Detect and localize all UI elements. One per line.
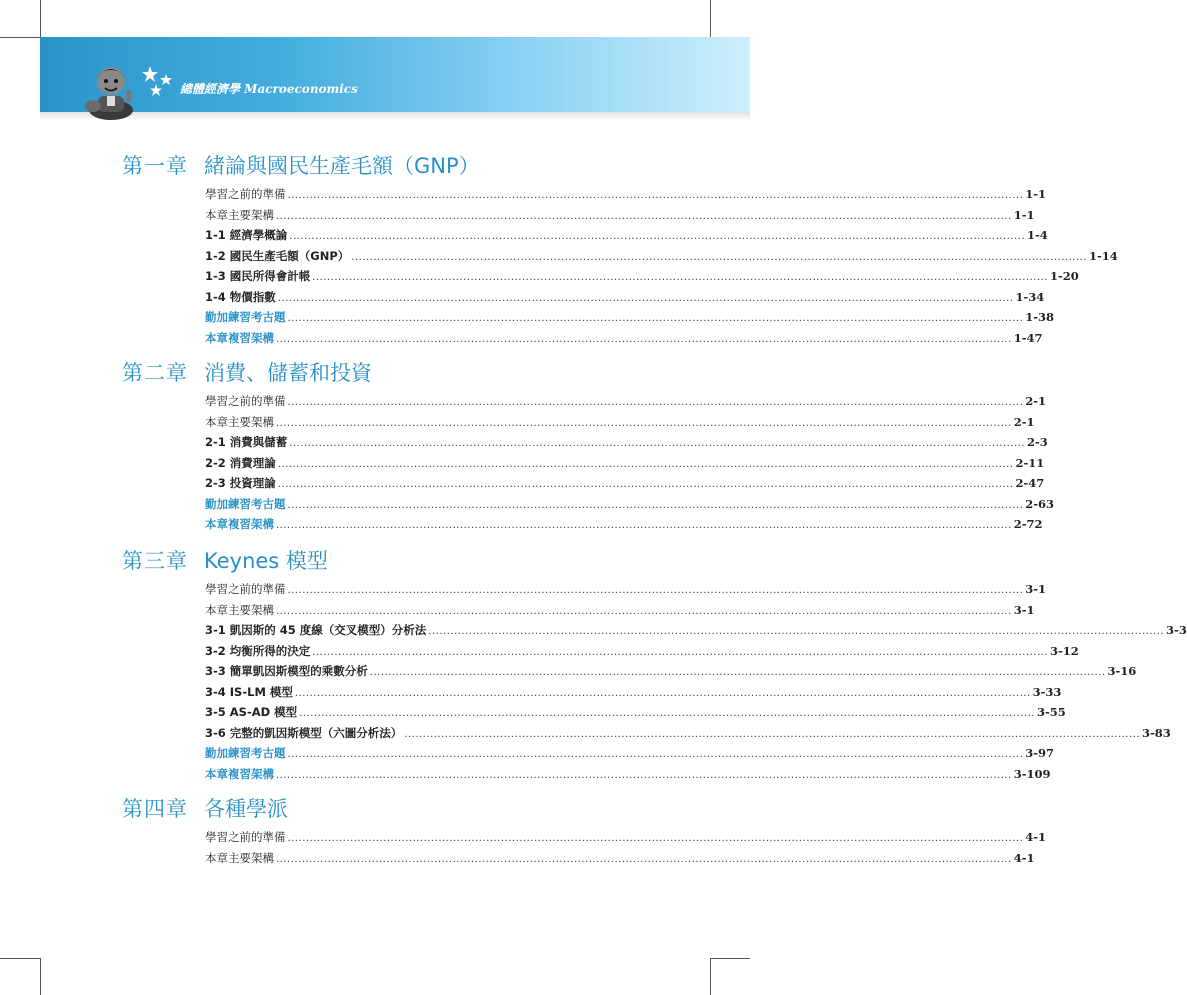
toc-entry-page: 4-1: [1025, 830, 1047, 844]
toc-entry-label: 1-1 經濟學概論: [205, 228, 288, 242]
toc-entry-label: 1-3 國民所得會計帳: [205, 269, 311, 283]
dot-leader: ........................................................................................................................................................................................................: [351, 251, 1088, 263]
toc-entry[interactable]: [205, 475, 1045, 495]
toc-entry-page: 1-14: [1089, 248, 1118, 263]
dot-leader: ........................................................................................................................................................................................................: [299, 708, 1035, 719]
toc-entry[interactable]: [205, 227, 1048, 247]
toc-entry-page: 3-55: [1036, 705, 1066, 719]
toc-entry[interactable]: [205, 602, 1035, 622]
dot-leader: ........................................................................................................................................................................................................: [287, 313, 1024, 324]
toc-entry[interactable]: [205, 207, 1035, 227]
toc-entry-label: 1-2 國民生產毛額（GNP）: [205, 248, 350, 263]
toc-entry-label: 學習之前的準備: [205, 830, 286, 844]
toc-entry-label: 學習之前的準備: [205, 187, 286, 201]
toc-entry-page: 1-34: [1015, 289, 1045, 304]
toc-entry-page: 2-1: [1025, 394, 1047, 408]
toc-entry-page: 3-97: [1025, 746, 1055, 760]
toc-entry-page: 1-47: [1013, 330, 1043, 345]
toc-entry-label: 本章複習架構: [205, 766, 274, 781]
toc-entry-label: 學習之前的準備: [205, 394, 286, 408]
dot-leader: ........................................................................................................................................................................................................: [428, 626, 1165, 637]
toc-entry-label: 勤加練習考古題: [205, 746, 286, 760]
banner-shadow: [40, 112, 750, 120]
dot-leader: ........................................................................................................................................................................................................: [294, 687, 1031, 699]
mascot-icon: [80, 56, 142, 118]
dot-leader: ........................................................................................................................................................................................................: [369, 667, 1106, 678]
dot-leader: ........................................................................................................................................................................................................: [277, 458, 1014, 470]
dot-leader: ........................................................................................................................................................................................................: [287, 833, 1024, 844]
toc-entry-label: 本章主要架構: [205, 602, 274, 617]
toc-entry[interactable]: [205, 663, 1137, 683]
toc-entry-page: 1-1: [1013, 207, 1035, 222]
toc-entry-page: 3-3: [1166, 623, 1187, 637]
toc-entry[interactable]: [205, 745, 1055, 765]
toc-entry-label: 本章主要架構: [205, 414, 274, 429]
toc-entry-label: 3-4 IS-LM 模型: [205, 684, 293, 699]
dot-leader: ........................................................................................................................................................................................................: [287, 190, 1024, 201]
toc-entry[interactable]: [205, 725, 1171, 745]
toc-entry-label: 3-6 完整的凱因斯模型（六圖分析法）: [205, 725, 403, 740]
crop-mark: [40, 0, 41, 37]
crop-mark: [710, 958, 711, 995]
dot-leader: ........................................................................................................................................................................................................: [276, 210, 1012, 222]
toc-entry-label: 勤加練習考古題: [205, 496, 286, 511]
toc-entry[interactable]: [205, 516, 1043, 536]
dot-leader: ........................................................................................................................................................................................................: [276, 853, 1012, 865]
toc-entry-label: 3-2 均衡所得的決定: [205, 643, 311, 658]
dot-leader: ........................................................................................................................................................................................................: [287, 585, 1024, 596]
toc-entry-label: 1-4 物價指數: [205, 289, 276, 304]
crop-mark: [710, 0, 711, 37]
dot-leader: ........................................................................................................................................................................................................: [276, 605, 1012, 617]
toc-entry-label: 學習之前的準備: [205, 582, 286, 596]
toc-entry[interactable]: [205, 850, 1035, 870]
dot-leader: ........................................................................................................................................................................................................: [277, 292, 1014, 304]
toc-entry-page: 2-47: [1015, 476, 1045, 490]
toc-entry-page: 4-1: [1013, 850, 1035, 865]
toc-entry-label: 2-1 消費與儲蓄: [205, 435, 288, 449]
dot-leader: ........................................................................................................................................................................................................: [276, 417, 1012, 429]
crop-mark: [0, 37, 40, 38]
book-title: 總體經濟學 Macroeconomics: [180, 82, 358, 96]
toc-entry[interactable]: [205, 704, 1066, 724]
toc-entry-page: 1-4: [1027, 228, 1048, 242]
chapter-number: 第一章: [122, 154, 188, 178]
toc-entry[interactable]: [205, 455, 1045, 475]
toc-entry-page: 3-109: [1013, 766, 1051, 781]
chapter-number: 第二章: [122, 361, 188, 385]
chapter-title: 各種學派: [204, 797, 288, 821]
toc-entry[interactable]: [205, 248, 1118, 268]
toc-entry-label: 勤加練習考古題: [205, 310, 286, 324]
toc-entry-label: 3-3 簡單凱因斯模型的乘數分析: [205, 664, 368, 678]
dot-leader: ........................................................................................................................................................................................................: [287, 499, 1024, 511]
toc-entry[interactable]: [205, 393, 1047, 413]
toc-entry[interactable]: [205, 496, 1055, 516]
toc-entry-page: 1-38: [1025, 310, 1055, 324]
crop-mark: [710, 958, 750, 959]
toc-entry-page: 2-11: [1015, 455, 1045, 470]
toc-entry-page: 1-20: [1050, 269, 1079, 283]
toc-entry-label: 本章複習架構: [205, 330, 274, 345]
toc-entry-page: 3-33: [1032, 684, 1062, 699]
toc-entry[interactable]: [205, 330, 1043, 350]
toc-entry[interactable]: [205, 289, 1045, 309]
toc-entry-label: 本章主要架構: [205, 207, 274, 222]
dot-leader: ........................................................................................................................................................................................................: [287, 749, 1024, 760]
chapter-number: 第三章: [122, 549, 188, 573]
dot-leader: ........................................................................................................................................................................................................: [312, 646, 1049, 658]
chapter-title: Keynes 模型: [204, 549, 328, 573]
crop-mark: [0, 958, 40, 959]
dot-leader: ........................................................................................................................................................................................................: [276, 520, 1012, 531]
toc-entry-label: 3-1 凱因斯的 45 度線（交叉模型）分析法: [205, 623, 427, 637]
toc-entry-page: 3-1: [1013, 602, 1035, 617]
dot-leader: ........................................................................................................................................................................................................: [276, 769, 1012, 781]
stars-icon: [140, 64, 176, 100]
dot-leader: ........................................................................................................................................................................................................: [404, 728, 1141, 740]
toc-entry-page: 2-3: [1027, 435, 1048, 449]
dot-leader: ........................................................................................................................................................................................................: [287, 397, 1024, 408]
toc-entry[interactable]: [205, 622, 1187, 642]
toc-entry[interactable]: [205, 309, 1055, 329]
chapter-title: 消費、儲蓄和投資: [204, 361, 372, 385]
toc-entry-label: 本章複習架構: [205, 517, 274, 531]
toc-entry[interactable]: [205, 434, 1048, 454]
toc-entry-page: 3-16: [1107, 664, 1137, 678]
dot-leader: ........................................................................................................................................................................................................: [312, 272, 1049, 283]
dot-leader: ........................................................................................................................................................................................................: [276, 333, 1012, 345]
dot-leader: ........................................................................................................................................................................................................: [277, 479, 1014, 490]
dot-leader: ........................................................................................................................................................................................................: [289, 438, 1026, 449]
toc-entry-page: 3-12: [1050, 643, 1079, 658]
toc-entry[interactable]: [205, 643, 1079, 663]
toc-entry-page: 3-83: [1142, 725, 1171, 740]
toc-entry[interactable]: [205, 766, 1051, 786]
toc-entry-page: 1-1: [1025, 187, 1047, 201]
toc-entry[interactable]: [205, 414, 1035, 434]
chapter-title: 緒論與國民生產毛額（GNP）: [204, 154, 480, 178]
toc-entry-label: 3-5 AS-AD 模型: [205, 705, 298, 719]
dot-leader: ........................................................................................................................................................................................................: [289, 231, 1026, 242]
toc-entry[interactable]: [205, 684, 1062, 704]
crop-mark: [40, 958, 41, 995]
toc-entry-page: 2-1: [1013, 414, 1035, 429]
toc-entry[interactable]: [205, 268, 1079, 288]
toc-entry-page: 3-1: [1025, 582, 1047, 596]
toc-entry[interactable]: [205, 581, 1047, 601]
chapter-number: 第四章: [122, 797, 188, 821]
toc-entry[interactable]: [205, 186, 1047, 206]
toc-entry-page: 2-63: [1025, 496, 1055, 511]
toc-entry-label: 本章主要架構: [205, 850, 274, 865]
toc-entry-page: 2-72: [1013, 517, 1043, 531]
toc-entry[interactable]: [205, 829, 1047, 849]
toc-entry-label: 2-3 投資理論: [205, 476, 276, 490]
toc-entry-label: 2-2 消費理論: [205, 455, 276, 470]
